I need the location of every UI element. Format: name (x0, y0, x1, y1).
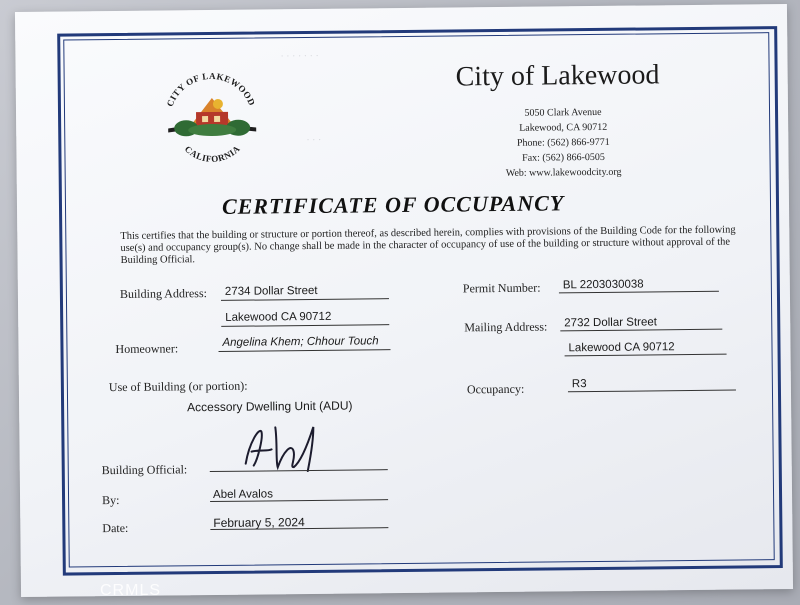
date-label: Date: (102, 520, 129, 536)
by-value: Abel Avalos (212, 488, 273, 502)
city-seal-logo (155, 61, 266, 172)
listing-watermark: CRMLS (100, 582, 162, 599)
occupancy-value: R3 (571, 378, 587, 391)
bleed-through-text: · · · · · · · (280, 50, 319, 63)
fax-line: Fax: (562) 866-0505 (522, 151, 605, 164)
svg-text:CALIFORNIA: CALIFORNIA (182, 143, 243, 165)
date-value: February 5, 2024 (213, 515, 305, 531)
homeowner-label: Homeowner: (115, 341, 179, 357)
building-city-value: Lakewood CA 90712 (225, 310, 332, 324)
address-city-line: Lakewood, CA 90712 (519, 121, 608, 134)
occupancy-label: Occupancy: (466, 381, 525, 397)
mailing-address-value: 2732 Dollar Street (564, 316, 658, 330)
certificate-title: CERTIFICATE OF OCCUPANCY (221, 190, 565, 219)
by-label: By: (102, 492, 120, 508)
permit-number-value: BL 2203030038 (562, 278, 644, 292)
homeowner-value: Angelina Khem; Chhour Touch (222, 335, 379, 349)
svg-text:CITY OF LAKEWOOD: CITY OF LAKEWOOD (164, 70, 258, 109)
building-address-value: 2734 Dollar Street (224, 284, 318, 298)
city-name-heading: City of Lakewood (455, 59, 660, 93)
address-line: 5050 Clark Avenue (524, 106, 602, 119)
bleed-through-text: · · · (306, 134, 322, 147)
use-of-building-value: Accessory Dwelling Unit (ADU) (187, 398, 353, 415)
permit-number-label: Permit Number: (462, 280, 541, 296)
web-line: Web: www.lakewoodcity.org (505, 166, 622, 179)
building-address-label: Building Address: (119, 286, 208, 301)
mailing-city-value: Lakewood CA 90712 (568, 341, 675, 355)
certificate-paper (15, 4, 793, 597)
building-official-label: Building Official: (101, 462, 188, 478)
phone-line: Phone: (562) 866-9771 (516, 136, 610, 149)
use-of-building-label: Use of Building (or portion): (108, 378, 248, 395)
mailing-address-label: Mailing Address: (464, 319, 548, 335)
certification-statement: This certifies that the building or structure or portion thereof, as described herein, complies with provisions of the Building Code for the following use(s) and occupancy group(s). No change shall be made in the character of occupancy of use of the building or structure without approval of the Building Official. (120, 224, 736, 266)
